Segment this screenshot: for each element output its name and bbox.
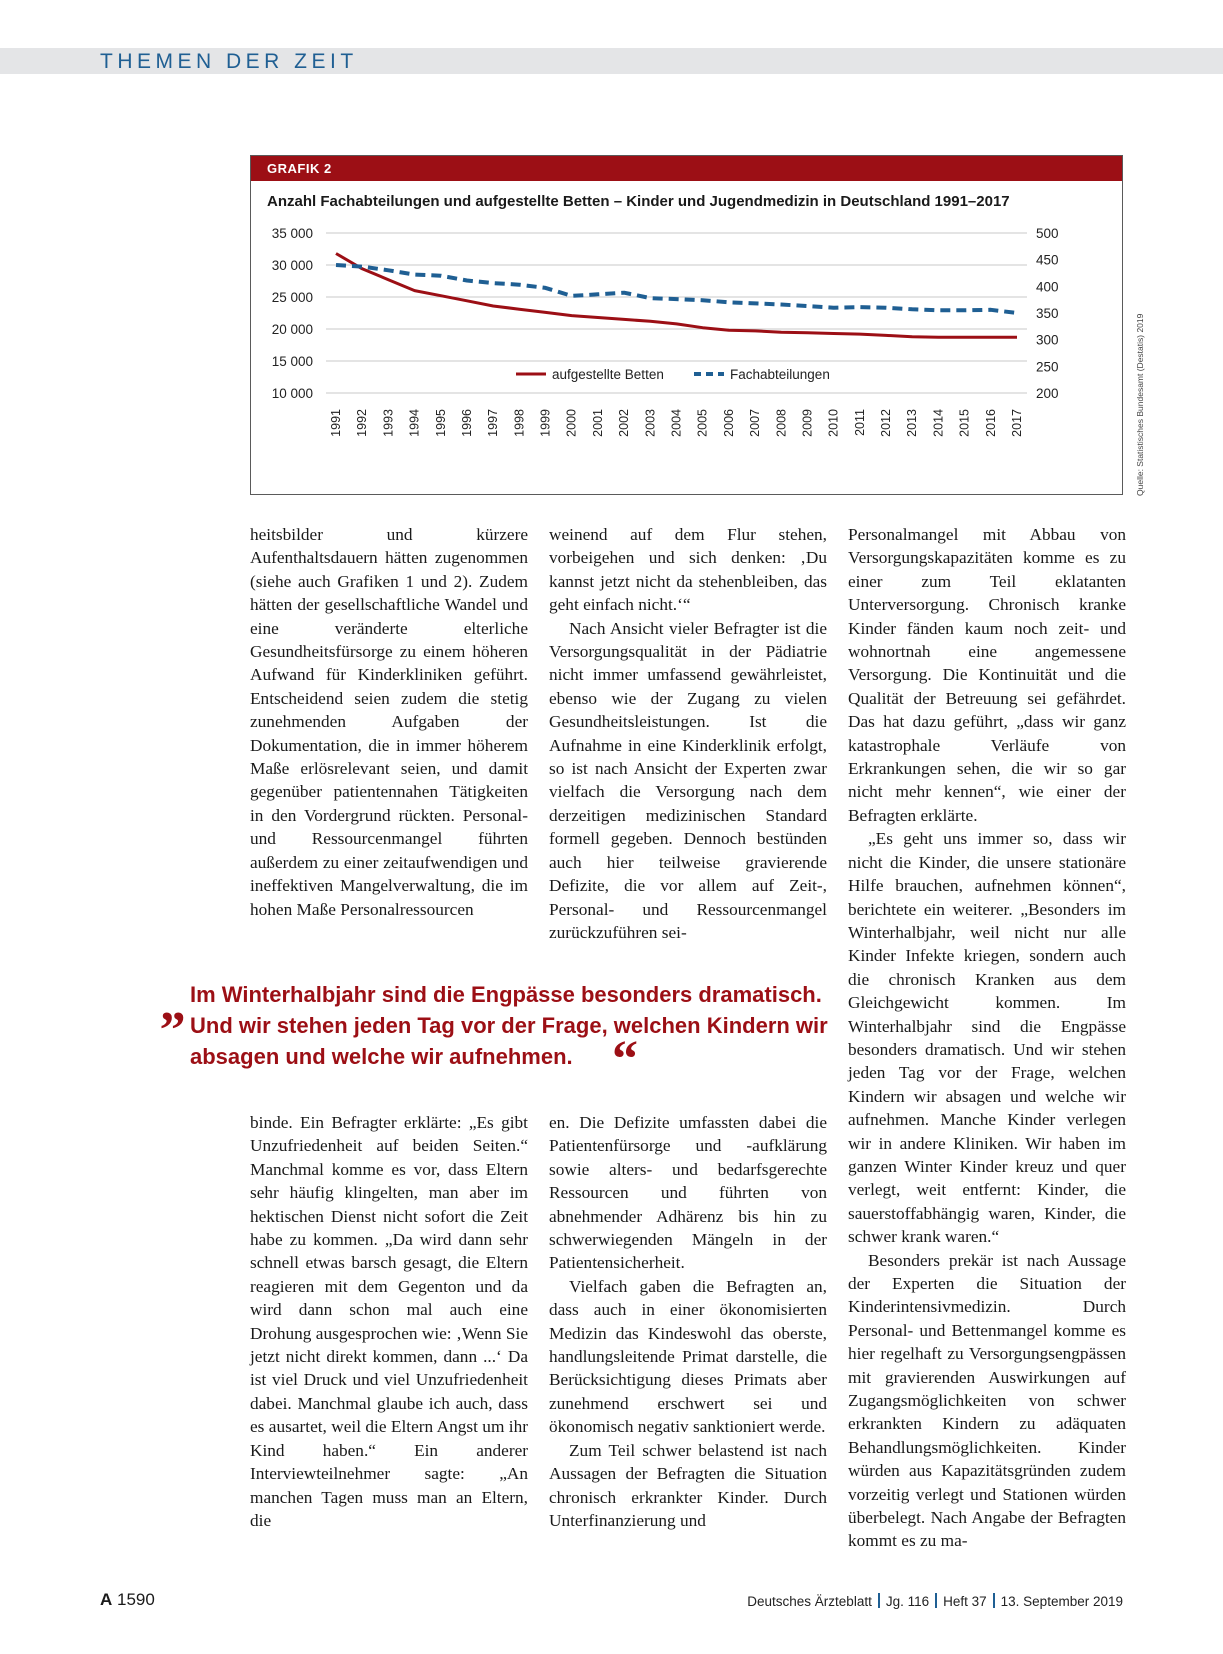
figure-title: Anzahl Fachabteilungen und aufgestellte Betten – Kinder und Jugendmedizin in Deutschland 1991–2017 xyxy=(267,193,1010,210)
journal-issue: Heft 37 xyxy=(943,1594,987,1609)
separator xyxy=(993,1593,995,1608)
x-tick-label: 1993 xyxy=(381,409,396,437)
y-right-tick-label: 350 xyxy=(1036,306,1059,321)
paragraph: „Es geht uns immer so, dass wir nicht die Kinder, die unsere stationäre Hilfe brauchen, aufnehmen können“, berichtete ein weiterer. „Besonders im Winterhalbjahr, weil nicht nur alle Kinder Infekte kriegen, sondern auch die chronisch Kranken aus dem Gleichgewicht kommen. Im Winterhalbjahr sind die Engpässe besonders dramatisch. Und wir stehen jeden Tag vor der Frage, welchen Kindern wir absagen und welche wir aufnehmen. Manche Kinder verlegen wir in andere Kliniken. Wir haben im ganzen Winter Kinder kreuz und quer verlegt, weit entfernt: Kinder, die sauerstoffabhängig waren, Kinder, die schwer krank waren.“ xyxy=(848,829,1126,1247)
paragraph: Nach Ansicht vieler Befragter ist die Versorgungsqualität in der Pädiatrie nicht immer umfassend gewährleistet, ebenso wie der Zugang zu vielen Gesundheitsleistungen. Ist die Aufnahme in eine Kinderklinik erfolgt, so ist nach Ansicht der Experten zwar vielfach die Versorgung nach dem derzeitigen medizinischen Standard formell gegeben. Dennoch bestünden auch hier teilweise gravierende Defizite, die vor allem auf Zeit-, Personal- und Ressourcenmangel zurückzuführen sei- xyxy=(549,618,827,942)
y-right-tick-label: 500 xyxy=(1036,226,1059,241)
y-left-tick-label: 10 000 xyxy=(271,386,313,401)
legend-label: Fachabteilungen xyxy=(730,367,830,382)
x-tick-label: 1997 xyxy=(486,409,501,437)
journal-date: 13. September 2019 xyxy=(1000,1594,1123,1609)
pull-quote xyxy=(190,979,850,1072)
section-title: THEMEN DER ZEIT xyxy=(100,50,358,73)
series-line-fachabteilungen xyxy=(336,265,1017,313)
line-chart xyxy=(251,156,1122,494)
figure-source: Quelle: Statistisches Bundesamt (Destatis) 2019 xyxy=(1135,313,1145,496)
x-tick-label: 2012 xyxy=(879,409,894,437)
x-tick-label: 2017 xyxy=(1010,409,1024,437)
article-column-1-top xyxy=(250,523,528,921)
paragraph: Besonders prekär ist nach Aussage der Experten die Situation der Kinderintensivmedizin. Durch Personal- und Bettenmangel komme es hier regelhaft zu Versorgungsengpässen mit gravierenden Auswirkungen auf Zugangsmöglichkeiten von schwer erkrankten Kindern zu adäquaten Behandlungsmöglichkeiten. Kinder würden aus Kapazitätsgründen zudem vorzeitig verlegt und Stationen würden überbelegt. Nach Angabe der Befragten kommt es zu ma- xyxy=(848,1250,1126,1551)
paragraph: Zum Teil schwer belastend ist nach Aussagen der Befragten die Situation chronisch erkrankter Kinder. Durch Unterfinanzierung und xyxy=(549,1440,827,1530)
x-tick-label: 1996 xyxy=(459,409,474,437)
x-tick-label: 2006 xyxy=(721,409,736,437)
y-left-tick-label: 25 000 xyxy=(271,290,313,305)
article-column-1-bottom xyxy=(250,1111,528,1532)
x-tick-label: 1998 xyxy=(512,409,527,437)
journal-info xyxy=(747,1593,1123,1609)
x-tick-label: 2010 xyxy=(826,409,841,437)
x-tick-label: 2014 xyxy=(931,409,946,437)
y-left-tick-label: 35 000 xyxy=(271,226,313,241)
paragraph: binde. Ein Befragter erklärte: „Es gibt Unzufriedenheit auf beiden Seiten.“ Manchmal komme es vor, dass Eltern sehr häufig klingelten, man aber im hektischen Dienst nicht sofort die Zeit habe zu kommen. „Da wird dann sehr schnell etwas barsch gesagt, die Eltern reagieren mit dem Gegenton und da wird dann schon mal auch eine Drohung ausgesprochen wie: ‚Wenn Sie jetzt nicht direkt kommen, dann ...‘ Da ist viel Druck und viel Unzufriedenheit dabei. Manchmal glaube ich auch, dass es ausartet, weil die Eltern Angst um ihr Kind haben.“ Ein anderer Interviewteilnehmer sagte: „An manchen Tagen muss man an Eltern, die xyxy=(250,1113,528,1530)
open-quote-mark: „ xyxy=(160,975,186,1032)
x-tick-label: 2007 xyxy=(748,409,763,437)
y-right-tick-label: 200 xyxy=(1036,386,1059,401)
x-tick-label: 2004 xyxy=(669,409,684,437)
y-left-tick-label: 15 000 xyxy=(271,354,313,369)
x-tick-label: 2003 xyxy=(643,409,658,437)
y-right-tick-label: 400 xyxy=(1036,279,1059,295)
separator xyxy=(878,1593,880,1608)
x-tick-label: 2008 xyxy=(774,409,789,437)
x-tick-label: 2016 xyxy=(983,409,998,437)
x-tick-label: 2005 xyxy=(695,409,710,437)
paragraph: en. Die Defizite umfassten dabei die Patientenfürsorge und -aufklärung sowie alters- und bedarfsgerechte Ressourcen und führten von abnehmender Adhärenz bis hin zu schwerwiegenden Mängeln in der Patientensicherheit. xyxy=(549,1113,827,1273)
journal-volume: Jg. 116 xyxy=(885,1594,930,1609)
article-column-3 xyxy=(848,523,1126,1553)
x-tick-label: 2013 xyxy=(905,409,920,437)
x-tick-label: 2002 xyxy=(617,409,632,437)
x-tick-label: 2009 xyxy=(800,409,815,437)
close-quote-mark: “ xyxy=(612,1031,638,1088)
y-right-tick-label: 300 xyxy=(1036,332,1059,348)
paragraph: Personalmangel mit Abbau von Versorgungskapazitäten komme es zu einer zum Teil eklatanten Unterversorgung. Chronisch kranke Kinder fänden kaum noch zeit- und wohnortnah eine angemessene Versorgung. Die Kontinuität und die Qualität der Betreuung sei gefährdet. Das hat dazu geführt, „dass wir ganz katastrophale Verläufe von Erkrankungen sehen, die wir so gar nicht mehr kennen“, wie einer der Befragten erklärte. xyxy=(848,525,1126,825)
page-number-value: 1590 xyxy=(117,1590,155,1609)
figure-label: GRAFIK 2 xyxy=(267,161,332,176)
paragraph: weinend auf dem Flur stehen, vorbeigehen und sich denken: ‚Du kannst jetzt nicht da stehenbleiben, das geht einfach nicht.‘“ xyxy=(549,525,827,615)
pull-quote-text: Im Winterhalbjahr sind die Engpässe besonders dramatisch. Und wir stehen jeden Tag vor der Frage, welchen Kindern wir absagen und welche wir aufnehmen. xyxy=(190,982,828,1069)
x-tick-label: 1991 xyxy=(329,409,343,437)
page-prefix: A xyxy=(100,1590,113,1609)
x-tick-label: 2011 xyxy=(852,409,867,436)
article-column-2-top xyxy=(549,523,827,944)
journal-name: Deutsches Ärzteblatt xyxy=(747,1594,872,1609)
x-tick-label: 2001 xyxy=(590,409,605,437)
paragraph: heitsbilder und kürzere Aufenthaltsdauern hätten zugenommen (siehe auch Grafiken 1 und 2). Zudem hätten der gesellschaftliche Wandel und eine veränderte elterliche Gesundheitsfürsorge zu einem höheren Aufwand für Kinderkliniken geführt. Entscheidend seien zudem die stetig zunehmenden Aufgaben der Dokumentation, die in immer höherem Maße erlösrelevant seien, und damit gegenüber patientennahen Tätigkeiten in den Vordergrund rückten. Personal- und Ressourcenmangel führten außerdem zu einer zeitaufwendigen und ineffektiven Mangelverwaltung, die im hohen Maße Personalressourcen xyxy=(250,525,528,919)
x-tick-label: 2000 xyxy=(564,409,579,437)
figure xyxy=(250,155,1123,495)
x-tick-label: 2015 xyxy=(957,409,972,437)
separator xyxy=(935,1593,937,1608)
legend-label: aufgestellte Betten xyxy=(552,367,664,382)
x-tick-label: 1999 xyxy=(538,409,553,437)
page-number xyxy=(100,1590,155,1610)
y-left-tick-label: 20 000 xyxy=(271,322,313,337)
article-column-2-bottom xyxy=(549,1111,827,1532)
x-tick-label: 1994 xyxy=(407,409,422,437)
paragraph: Vielfach gaben die Befragten an, dass auch in einer ökonomisierten Medizin das Kindeswohl das oberste, handlungsleitende Primat darstelle, die Berücksichtigung dieses Primats aber zunehmend erschwert sei und ökonomisch negativ sanktioniert werde. xyxy=(549,1276,827,1437)
y-right-tick-label: 250 xyxy=(1036,359,1059,375)
y-right-tick-label: 450 xyxy=(1036,252,1059,268)
series-line-betten xyxy=(336,254,1017,338)
x-tick-label: 1992 xyxy=(355,409,370,437)
x-tick-label: 1995 xyxy=(433,409,448,437)
y-left-tick-label: 30 000 xyxy=(271,258,313,273)
